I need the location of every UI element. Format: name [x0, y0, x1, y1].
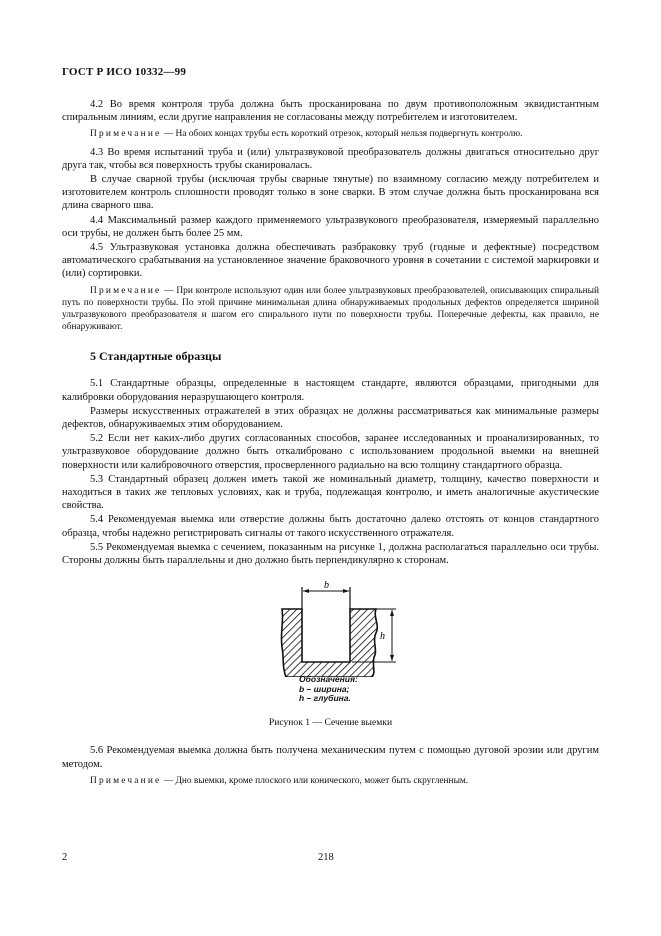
height-arrow-bottom: [390, 655, 394, 661]
paragraph-5-6: 5.6 Рекомендуемая выемка должна быть получена механическим путем с помощью дуговой эрозии или другим методом.: [62, 745, 599, 770]
width-label: b: [324, 580, 329, 592]
note-2: [62, 285, 599, 334]
figure-caption: Рисунок 1 — Сечение выемки: [268, 717, 393, 729]
paragraph-5-3: 5.3 Стандартный образец должен иметь такой же номинальный диаметр, толщину, качество поверхности и находиться в таких же тепловых условиях, как и труба, подлежащая контролю, и иметь аналогичные акустические свойства.: [62, 473, 599, 512]
paragraph-4-4: 4.4 Максимальный размер каждого применяемого ультразвукового преобразователя, измеряемый параллельно оси трубы, не должен быть более 25 мм.: [62, 214, 599, 239]
paragraph-4-3: 4.3 Во время испытаний труба и (или) ультразвуковой преобразователь должны двигаться относительно друг друга так, чтобы вся поверхность трубы сканировалась.: [62, 146, 599, 171]
paragraph-5-1: 5.1 Стандартные образцы, определенные в настоящем стандарте, являются образцами, пригодными для калибровки оборудования неразрушающего контроля.: [62, 378, 599, 403]
page-number-center: 218: [318, 852, 334, 863]
paragraph-5-2: 5.2 Если нет каких-либо других согласованных способов, заранее исследованных и проанализированных, то ультразвуковое оборудование должно быть откалибровано с использованием продольной выемки на внешней поверхности или калибровочного отверстия, просверленного радиально на всю толщину стандартного образца.: [62, 433, 599, 471]
legend-depth: h – глубина.: [299, 693, 351, 704]
paragraph-5-1-sizes: Размеры искусственных отражателей в этих образцах не должны рассматриваться как минимальные размеры дефектов, обнаруживаемых этим оборудованием.: [62, 405, 599, 431]
standard-header: ГОСТ Р ИСО 10332—99: [62, 66, 187, 78]
note-3: [62, 775, 599, 787]
note-1: [62, 128, 599, 140]
note-label: Примечание: [90, 129, 162, 140]
notch-section-drawing: [272, 577, 402, 677]
document-body: [62, 98, 599, 792]
width-arrow-right: [343, 589, 349, 593]
note-label: Примечание: [90, 285, 162, 296]
note-text: — На обоих концах трубы есть короткий отрезок, который нельзя подвергнуть контролю.: [161, 129, 523, 140]
height-arrow-top: [390, 610, 394, 616]
legend-width: b – ширина;: [299, 683, 350, 694]
legend-title: Обозначения:: [299, 674, 358, 685]
note-text: — При контроле используют один или более ультразвуковых преобразователей, описывающих спиральный путь по поверхности трубы. По этой причине минимальная длина обнаруживаемых продольных дефектов определяется шириной ультразвукового преобразователя и шагом его спирального пути по поверхности трубы. Поперечные дефекты, как правило, не обнаруживают.: [62, 285, 599, 333]
note-label: Примечание: [90, 775, 162, 786]
paragraph-4-2: 4.2 Во время контроля труба должна быть просканирована по двум противоположным эквидистантным спиральным линиям, если другие направления не согласованы между потребителем и изготовителем.: [62, 99, 599, 124]
note-text: — Дно выемки, кроме плоского или конического, может быть скругленным.: [161, 775, 469, 786]
paragraph-5-5: 5.5 Рекомендуемая выемка с сечением, показанным на рисунке 1, должна располагаться параллельно оси трубы. Стороны должны быть параллельны и дно должно быть перпендикулярно к сторонам.: [62, 541, 599, 567]
figure-legend: [299, 675, 358, 704]
page-number-left: 2: [62, 852, 68, 863]
figure-notch-section: [62, 577, 599, 707]
paragraph-5-4: 5.4 Рекомендуемая выемка или отверстие должны быть достаточно далеко отстоять от концов стандартного образца, чтобы надежно регистрировать сигналы от такого искусственного отражателя.: [62, 514, 599, 539]
hatched-specimen: [281, 609, 377, 677]
height-label: h: [380, 631, 385, 643]
paragraph-4-3-welded: В случае сварной трубы (исключая трубы сварные тянутые) по взаимному согласию между потребителем и изготовителем контроль сплошности проводят только в зоне сварки. В этом случае должна быть просканирована вся длина сварного шва.: [62, 174, 599, 212]
section-5-title: 5 Стандартные образцы: [90, 349, 222, 364]
width-arrow-left: [303, 589, 309, 593]
paragraph-4-5: 4.5 Ультразвуковая установка должна обеспечивать разбраковку труб (годные и дефектные) посредством автоматического срабатывания на установленное значение браковочного уровня в сочетании с системой маркировки и (или) сортировки.: [62, 242, 599, 280]
